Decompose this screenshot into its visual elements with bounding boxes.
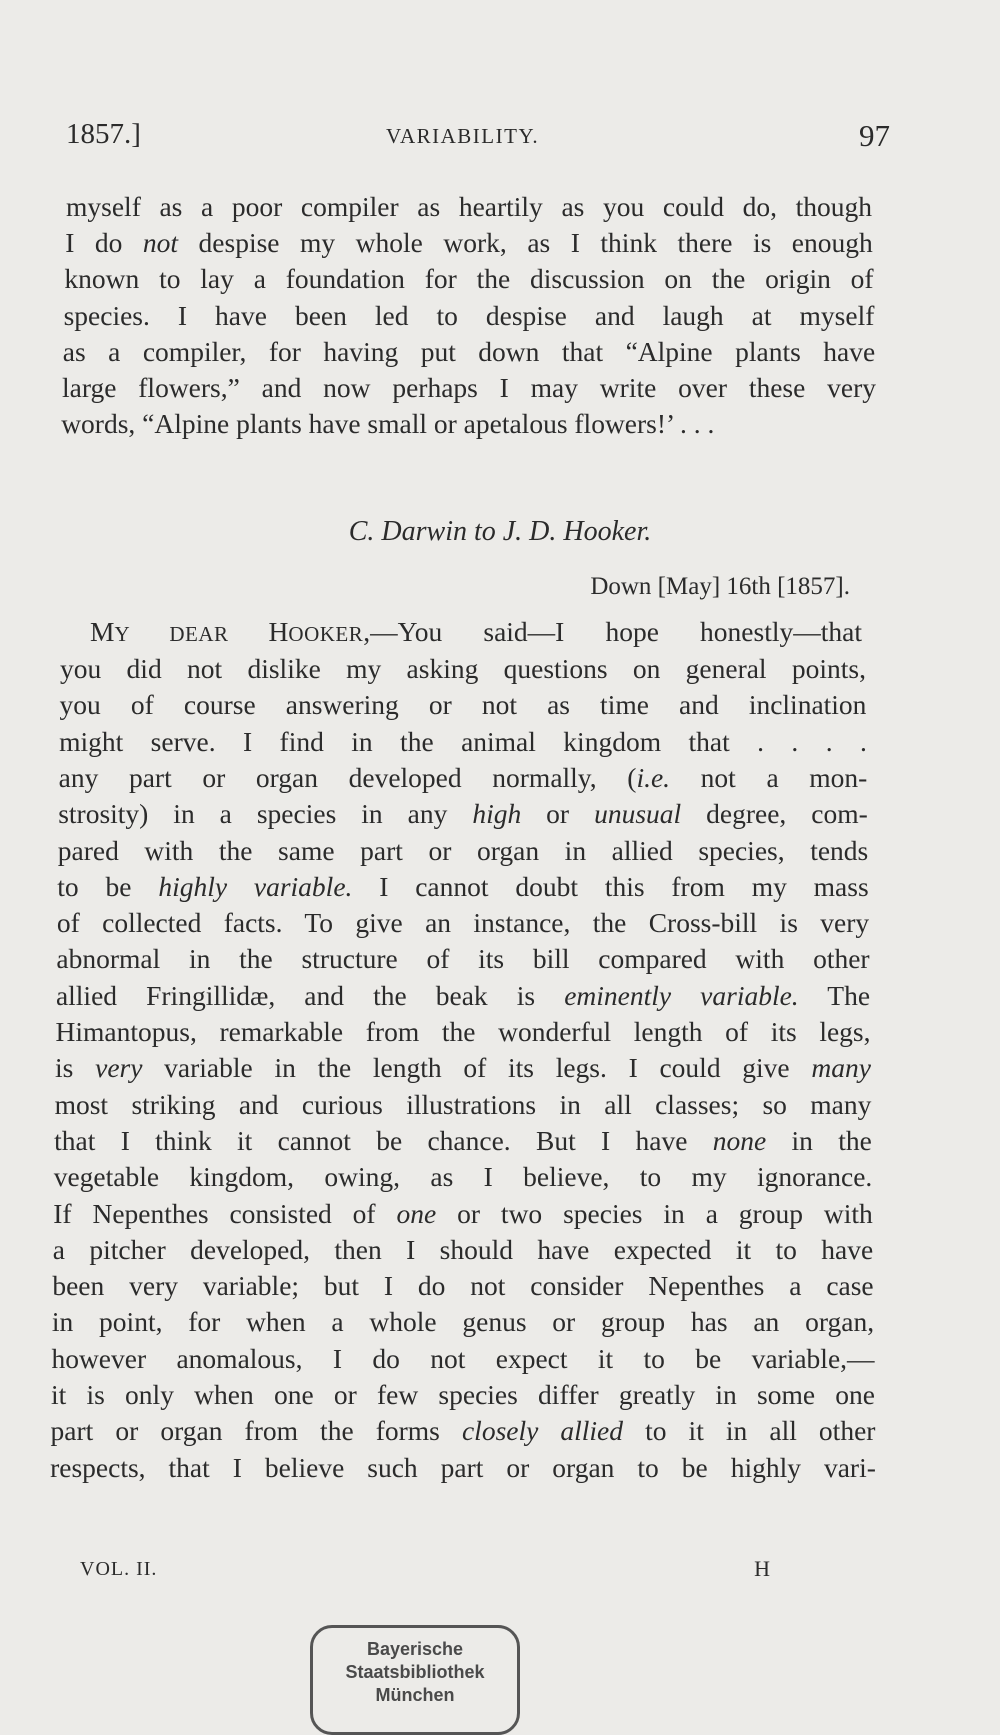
running-header [66, 118, 890, 158]
italic-emphasis: very [95, 1052, 143, 1084]
text-line: myself as a poor compiler as heartily as you could do, though [66, 191, 872, 222]
italic-emphasis: unusual [594, 798, 682, 830]
text-line: known to lay a foundation for the discussion on the origin of [64, 263, 874, 295]
italic-emphasis: highly variable. [158, 870, 353, 902]
text-line: part or organ from the forms closely allied to it in all other [50, 1415, 876, 1447]
header-year: 1857.] [66, 118, 141, 150]
volume-label: VOL. II. [80, 1558, 158, 1580]
salutation-cap2: H [268, 616, 289, 647]
text-line: might serve. I find in the animal kingdom that . . . . [59, 725, 867, 757]
text-line: most striking and curious illustrations in all classes; so many [54, 1088, 872, 1120]
text-line: to be highly variable. I cannot doubt this from my mass [57, 870, 869, 902]
text-line: as a compiler, for having put down that “Alpine plants have [62, 335, 876, 367]
text-line: species. I have been led to despise and laugh at myself [63, 299, 875, 331]
page-number: 97 [859, 118, 890, 153]
text-line: respects, that I believe such part or organ to be highly vari- [50, 1451, 876, 1483]
text-line: you did not dislike my asking questions on general points, [60, 653, 866, 684]
stamp-line-2: Staatsbibliothek [345, 1662, 485, 1682]
text-line: abnormal in the structure of its bill compared with other [56, 943, 870, 975]
text-line: Himantopus, remarkable from the wonderful length of its legs, [55, 1016, 871, 1047]
text-line: large flowers,” and now perhaps I may write over these very [62, 372, 876, 403]
stamp-line-1: Bayerische [366, 1639, 464, 1659]
salutation-rest: ,—You said—I hope honestly—that [363, 616, 862, 647]
letter-dateline: Down [May] 16th [1857]. [590, 573, 850, 600]
italic-emphasis: none [712, 1124, 767, 1156]
letter-salutation-line [90, 613, 862, 653]
salutation-sc2: OOKER [288, 622, 364, 646]
text-line: of collected facts. To give an instance, the Cross-bill is very [56, 907, 870, 939]
text-line: that I think it cannot be chance. But I have none in the [54, 1124, 872, 1156]
salutation-sc1: Y DEAR [114, 622, 269, 646]
italic-emphasis: eminently variable. [564, 979, 799, 1011]
text-line: been very variable; but I do not consider Nepenthes a case [52, 1270, 874, 1302]
italic-emphasis: i.e. [636, 761, 671, 793]
text-line: allied Fringillidæ, and the beak is eminently variable. The [55, 979, 871, 1011]
text-line: words, “Alpine plants have small or apetalous flowers!’ . . . [61, 408, 715, 440]
italic-emphasis: many [811, 1052, 871, 1084]
header-title: VARIABILITY. [386, 124, 540, 148]
text-line: in point, for when a whole genus or group has an organ, [51, 1306, 875, 1338]
text-line: you of course answering or not as time and inclination [59, 689, 867, 721]
text-line: any part or organ developed normally, (i.e. not a mon- [58, 761, 868, 793]
text-line: however anomalous, I do not expect it to be variable,— [51, 1342, 875, 1374]
text-line: it is only when one or few species differ greatly in some one [51, 1379, 875, 1410]
text-line: a pitcher developed, then I should have expected it to have [52, 1233, 874, 1265]
text-line: pared with the same part or organ in allied species, tends [57, 834, 869, 866]
text-line: I do not despise my whole work, as I think there is enough [65, 227, 873, 259]
letter-heading: C. Darwin to J. D. Hooker. [348, 516, 652, 547]
italic-emphasis: closely allied [461, 1415, 624, 1447]
signature-mark: H [754, 1556, 770, 1581]
italic-emphasis: high [472, 798, 522, 830]
italic-emphasis: not [142, 227, 179, 259]
text-line: If Nepenthes consisted of one or two species in a group with [53, 1197, 873, 1229]
italic-emphasis: one [396, 1197, 437, 1229]
salutation-cap1: M [90, 616, 115, 647]
stamp-line-3: München [375, 1685, 455, 1705]
library-stamp [310, 1625, 520, 1735]
text-line: is very variable in the length of its legs. I could give many [55, 1052, 871, 1084]
text-line: vegetable kingdom, owing, as I believe, to my ignorance. [53, 1161, 873, 1193]
text-line: strosity) in a species in any high or unusual degree, com- [58, 798, 868, 830]
page-footer [80, 1558, 770, 1594]
